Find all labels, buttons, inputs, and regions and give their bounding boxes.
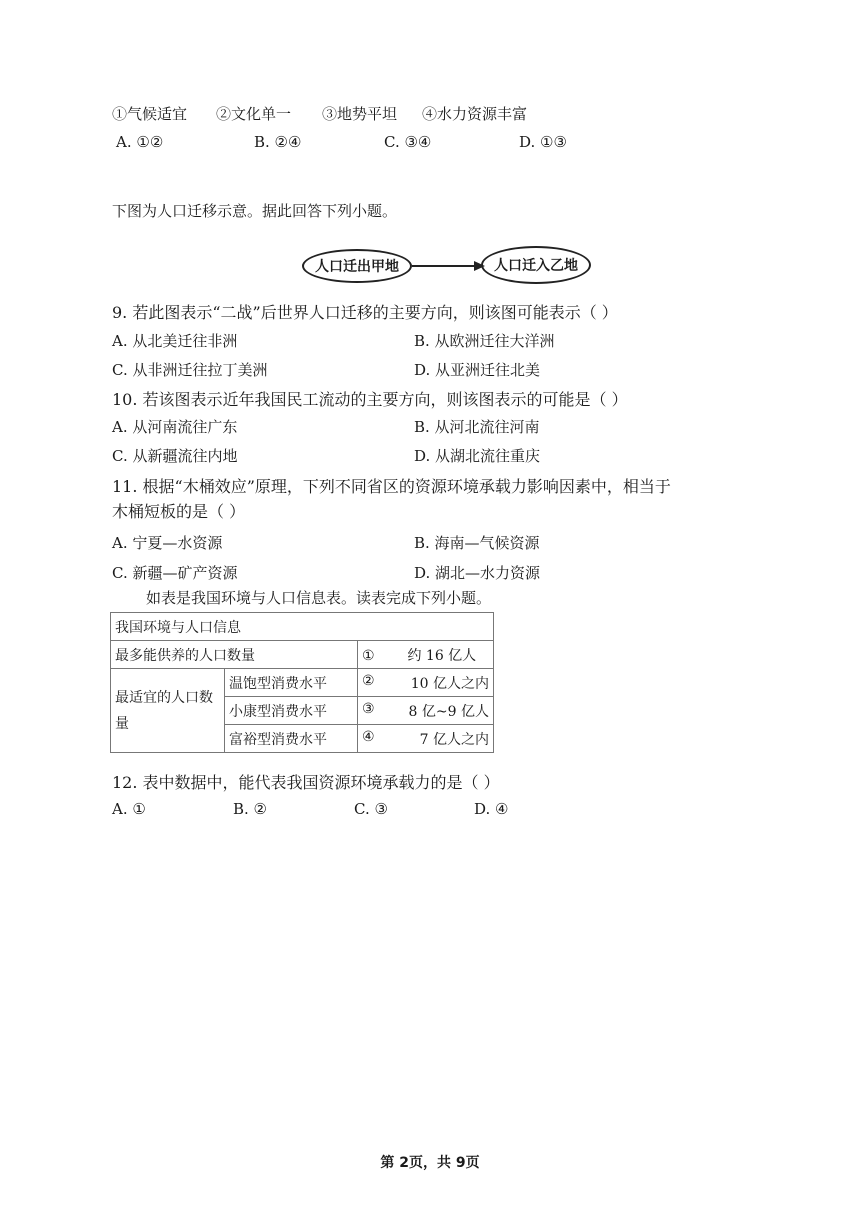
q12-stem: 12. 表中数据中，能代表我国资源环境承载力的是（ ） — [112, 773, 500, 792]
table-value: 7 亿人之内 — [419, 731, 489, 748]
table-value-cell — [358, 669, 494, 697]
table-level-cell: 小康型消费水平 — [225, 697, 358, 725]
diagram-arrow-line — [412, 265, 476, 267]
q8-option-a[interactable]: A. ①② — [116, 133, 164, 151]
q9-option-b[interactable]: B. 从欧洲迁往大洋洲 — [414, 332, 555, 350]
q11-option-c[interactable]: C. 新疆—矿产资源 — [112, 564, 238, 582]
table-group-label-line1: 最适宜的人口数 — [115, 689, 213, 706]
q8-item-3: ③地势平坦 — [322, 105, 398, 123]
table-intro: 如表是我国环境与人口信息表。读表完成下列小题。 — [146, 589, 492, 607]
migration-intro: 下图为人口迁移示意。据此回答下列小题。 — [112, 202, 398, 220]
q8-item-2: ②文化单一 — [216, 105, 292, 123]
environment-population-table — [110, 612, 494, 753]
q12-option-d[interactable]: D. ④ — [474, 800, 509, 818]
table-group-label — [111, 669, 225, 753]
table-row1-mark: ① — [362, 647, 375, 664]
q9-option-d[interactable]: D. 从亚洲迁往北美 — [414, 361, 541, 379]
table-row — [111, 669, 494, 697]
q9-stem: 9. 若此图表示“二战”后世界人口迁移的主要方向，则该图可能表示（ ） — [112, 303, 618, 322]
table-title-row — [111, 613, 494, 641]
table-value: 10 亿人之内 — [410, 675, 489, 692]
table-row1-label: 最多能供养的人口数量 — [111, 641, 358, 669]
q11-stem-line2: 木桶短板的是（ ） — [112, 502, 246, 521]
q10-option-c[interactable]: C. 从新疆流往内地 — [112, 447, 238, 465]
q12-option-b[interactable]: B. ② — [233, 800, 268, 818]
table-level-cell: 温饱型消费水平 — [225, 669, 358, 697]
q11-option-d[interactable]: D. 湖北—水力资源 — [414, 564, 541, 582]
diagram-from-ellipse — [302, 249, 412, 283]
table-row — [111, 641, 494, 669]
q8-option-b[interactable]: B. ②④ — [254, 133, 302, 151]
table-mark: ④ — [362, 728, 375, 745]
q8-option-c[interactable]: C. ③④ — [384, 133, 432, 151]
q8-item-1: ①气候适宜 — [112, 105, 188, 123]
q12-option-c[interactable]: C. ③ — [354, 800, 388, 818]
table-title: 我国环境与人口信息 — [111, 613, 494, 641]
table-value-cell — [358, 697, 494, 725]
q9-option-a[interactable]: A. 从北美迁往非洲 — [112, 332, 238, 350]
table-mark: ② — [362, 672, 375, 689]
table-value: 8 亿~9 亿人 — [408, 703, 489, 720]
q10-option-b[interactable]: B. 从河北流往河南 — [414, 418, 540, 436]
q8-option-d[interactable]: D. ①③ — [519, 133, 567, 151]
diagram-to-label: 人口迁入乙地 — [494, 258, 578, 274]
table-group-label-line2: 量 — [115, 715, 129, 732]
q10-option-d[interactable]: D. 从湖北流往重庆 — [414, 447, 541, 465]
q10-option-a[interactable]: A. 从河南流往广东 — [112, 418, 238, 436]
q9-option-c[interactable]: C. 从非洲迁往拉丁美洲 — [112, 361, 268, 379]
page-footer: 第 2页，共 9页 — [380, 1155, 480, 1171]
diagram-to-ellipse — [481, 246, 591, 284]
diagram-from-label: 人口迁出甲地 — [315, 259, 399, 275]
q12-option-a[interactable]: A. ① — [112, 800, 146, 818]
q11-option-b[interactable]: B. 海南—气候资源 — [414, 534, 540, 552]
q11-stem-line1: 11. 根据“木桶效应”原理，下列不同省区的资源环境承载力影响因素中，相当于 — [112, 477, 671, 496]
table-row1-value: 约 16 亿人 — [407, 647, 477, 664]
q10-stem: 10. 若该图表示近年我国民工流动的主要方向，则该图表示的可能是（ ） — [112, 390, 628, 409]
table-value-cell — [358, 725, 494, 753]
table-level-cell: 富裕型消费水平 — [225, 725, 358, 753]
table-mark: ③ — [362, 700, 375, 717]
table-row1-cell — [358, 641, 494, 669]
q11-option-a[interactable]: A. 宁夏—水资源 — [112, 534, 223, 552]
q8-item-4: ④水力资源丰富 — [422, 105, 528, 123]
